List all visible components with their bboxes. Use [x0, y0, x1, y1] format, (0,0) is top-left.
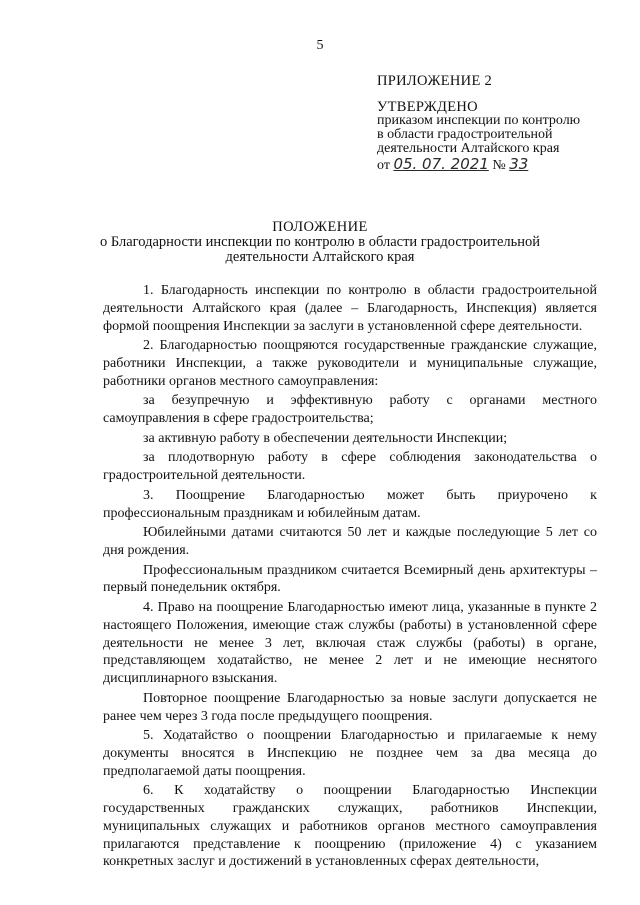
paragraph: Профессиональным праздником считается Всемирный день архитектуры – первый понедельник октября. — [103, 562, 597, 596]
handwritten-number: 33 — [509, 155, 529, 173]
paragraph: за активную работу в обеспечении деятельности Инспекции; — [143, 430, 508, 446]
document-body — [103, 282, 597, 871]
date-prefix: от — [377, 158, 390, 173]
paragraph: 5. Ходатайство о поощрении Благодарностью и прилагаемые к нему документы вносятся в Инспекцию не позднее чем за два месяца до предполагаемой даты поощрения. — [103, 728, 597, 779]
title-subtitle-line-1: о Благодарности инспекции по контролю в области градостроительной — [99, 234, 541, 250]
paragraph: 4. Право на поощрение Благодарностью имеют лица, указанные в пункте 2 настоящего Положения, имеющие стаж службы (работы) в установленной сфере деятельности не менее 3 лет, включая стаж службы (работы) в органе, представляющем ходатайство, не менее 2 лет и не имеющие неснятого дисциплинарного взыскания. — [103, 599, 597, 687]
number-sign: № — [492, 158, 506, 173]
title-subtitle-line-2: деятельности Алтайского края — [225, 249, 415, 265]
approval-block — [377, 74, 617, 173]
order-line-1: приказом инспекции по контролю — [377, 113, 581, 128]
paragraph: 3. Поощрение Благодарностью может быть приурочено к профессиональным праздникам и юбилейным датам. — [103, 487, 597, 521]
order-line-3: деятельности Алтайского края — [377, 141, 560, 156]
appendix-label: ПРИЛОЖЕНИЕ 2 — [377, 73, 493, 89]
paragraph: 6. К ходатайству о поощрении Благодарностью Инспекции государственных гражданских служащих, работников Инспекции, муниципальных служащих и работников органов местного самоуправления прилагаются представление к поощрению (приложение 4) с указанием конкретных заслуг и достижений в установленных сферах деятельности, — [103, 783, 597, 870]
paragraph: 2. Благодарностью поощряются государственные гражданские служащие, работники Инспекции, а также руководители и муниципальные служащие, работники органов местного самоуправления: — [103, 338, 597, 389]
document-title — [0, 220, 640, 265]
title-heading: ПОЛОЖЕНИЕ — [272, 219, 368, 235]
paragraph: за безупречную и эффективную работу с органами местного самоуправления в сфере градостроительства; — [103, 393, 597, 427]
order-date-line — [377, 157, 617, 173]
order-line-2: в области градостроительной — [377, 127, 553, 142]
page-number: 5 — [316, 38, 324, 53]
paragraph: за плодотворную работу в сфере соблюдения законодательства о градостроительной деятельности. — [103, 450, 597, 484]
approved-label: УТВЕРЖДЕНО — [377, 99, 478, 115]
paragraph: Юбилейными датами считаются 50 лет и каждые последующие 5 лет со дня рождения. — [103, 525, 597, 558]
paragraph: 1. Благодарность инспекции по контролю в области градостроительной деятельности Алтайского края (далее – Благодарность, Инспекция) является формой поощрения Инспекции за заслуги в установленной сфере деятельности. — [103, 283, 597, 334]
paragraph: Повторное поощрение Благодарностью за новые заслуги допускается не ранее чем через 3 года после предыдущего поощрения. — [103, 690, 597, 724]
handwritten-date: 05. 07. 2021 — [393, 155, 489, 173]
